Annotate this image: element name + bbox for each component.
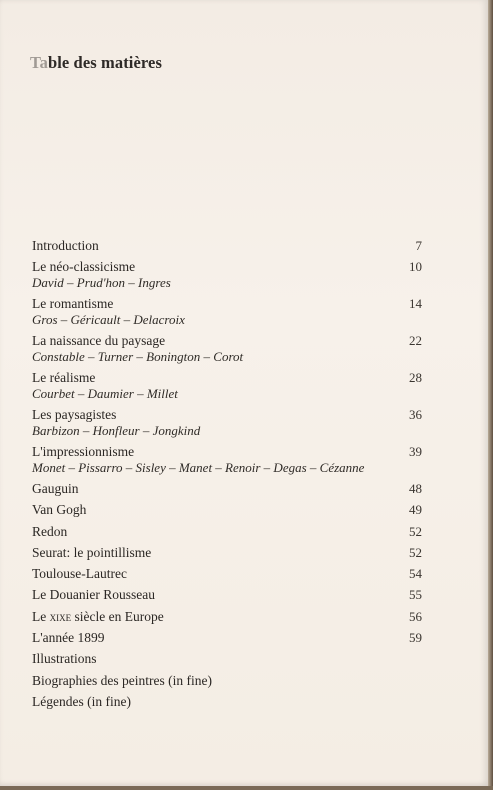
toc-entry-subtitle: Barbizon – Honfleur – Jongkind: [32, 423, 201, 438]
toc-entry-page: 59: [409, 630, 422, 646]
toc-entry-subtitle: David – Prud'hon – Ingres: [32, 275, 171, 290]
toc-entry-title-suffix: siècle en Europe: [71, 608, 164, 624]
table-of-contents: [32, 238, 422, 715]
toc-entry-title: La naissance du paysage: [32, 333, 166, 348]
toc-entry-page: 48: [409, 481, 422, 496]
toc-entry-subtitle: Constable – Turner – Bonington – Corot: [32, 349, 244, 364]
book-edge-bottom: [0, 786, 493, 790]
toc-entry-page: 22: [409, 333, 422, 348]
toc-entry-title: Le néo-classicisme: [32, 259, 136, 274]
toc-entry-page: 52: [409, 523, 422, 539]
toc-entry-title: Gauguin: [32, 481, 79, 496]
toc-entry-title: Seurat: le pointillisme: [32, 544, 152, 560]
toc-entry-page: 7: [415, 238, 422, 253]
toc-entry-title: Introduction: [32, 238, 99, 253]
toc-entry: [32, 630, 422, 651]
toc-entry-page: 39: [409, 444, 422, 459]
toc-entry: [32, 673, 422, 694]
toc-entry: [32, 333, 422, 370]
toc-entry-title: L'année 1899: [32, 630, 105, 646]
page-title-faded-part: Ta: [30, 53, 48, 72]
toc-entry-subtitle: Monet – Pissarro – Sisley – Manet – Renoir – Degas – Cézanne: [32, 460, 365, 475]
toc-entry: [32, 566, 422, 587]
toc-entry: [32, 370, 422, 407]
toc-entry-page: 10: [409, 259, 422, 274]
book-edge-right: [488, 0, 493, 790]
toc-entry-page: 49: [409, 502, 422, 518]
toc-entry-title: [32, 609, 422, 625]
toc-entry-title: Les paysagistes: [32, 407, 117, 422]
toc-entry-page: 55: [409, 587, 422, 603]
toc-entry-subtitle: Courbet – Daumier – Millet: [32, 386, 178, 401]
toc-entry-title: Le réalisme: [32, 370, 96, 385]
toc-entry-subtitle: Gros – Géricault – Delacroix: [32, 312, 185, 327]
toc-entry-title: Toulouse-Lautrec: [32, 566, 128, 582]
toc-entry: [32, 524, 422, 545]
toc-entry-title: Légendes (in fine): [32, 693, 131, 709]
toc-entry-title: Van Gogh: [32, 502, 87, 518]
toc-entry-page: 56: [409, 608, 422, 624]
toc-entry-page: 54: [409, 566, 422, 582]
toc-entry-title: Le Douanier Rousseau: [32, 587, 155, 603]
toc-entry: [32, 407, 422, 444]
toc-entry-title: Biographies des peintres (in fine): [32, 672, 212, 688]
toc-entry-page: 36: [409, 407, 422, 422]
page-title: [30, 53, 162, 73]
toc-entry-title-century: xixe: [49, 608, 72, 624]
toc-entry-title: Redon: [32, 523, 68, 539]
toc-entry: [32, 238, 422, 259]
toc-entry: [32, 587, 422, 608]
toc-entry: [32, 481, 422, 502]
toc-entry: [32, 444, 422, 481]
toc-entry: [32, 651, 422, 672]
page-title-main-part: ble des matières: [47, 53, 162, 72]
toc-entry-title: L'impressionnisme: [32, 444, 135, 459]
toc-entry: [32, 296, 422, 333]
toc-entry-title: Illustrations: [32, 651, 97, 667]
toc-entry: [32, 694, 422, 715]
toc-entry: [32, 502, 422, 523]
toc-entry: [32, 545, 422, 566]
toc-entry-page: 14: [409, 296, 422, 311]
toc-entry-page: 52: [409, 544, 422, 560]
toc-entry-title: Le romantisme: [32, 296, 114, 311]
toc-entry-page: 28: [409, 370, 422, 385]
toc-entry: [32, 609, 422, 630]
toc-entry: [32, 259, 422, 296]
toc-entry-title-prefix: Le: [32, 608, 50, 624]
